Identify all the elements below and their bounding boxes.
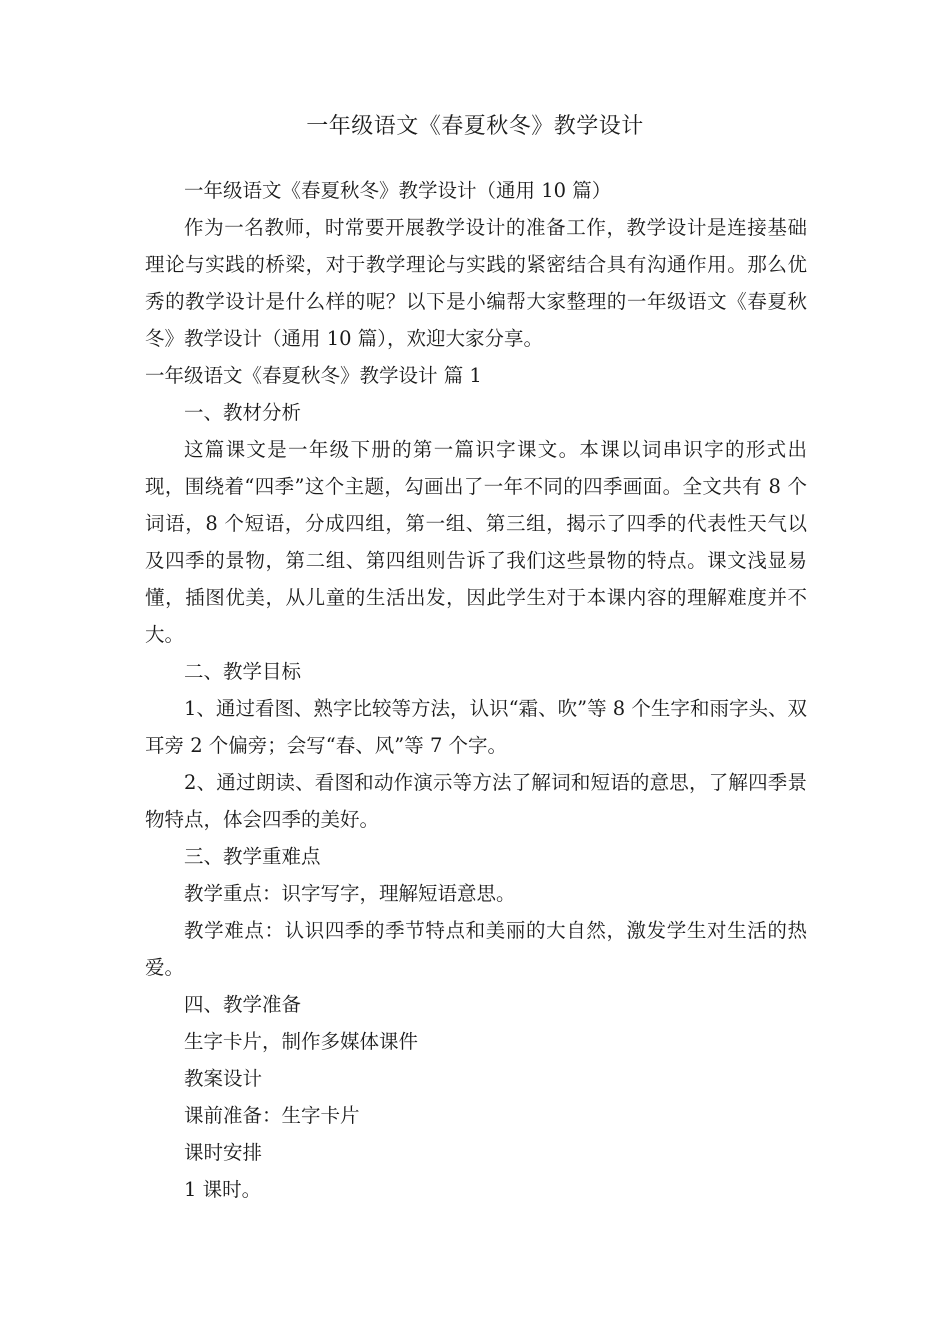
difficult-point-paragraph: 教学难点：认识四季的季节特点和美丽的大自然，激发学生对生活的热爱。 (145, 919, 807, 979)
goal-item-1: 1、通过看图、熟字比较等方法，认识“霜、吹”等 8 个生字和雨字头、双耳旁 2 个偏旁；会写“春、风”等 7 个字。 (145, 697, 807, 757)
heading-material-analysis: 一、教材分析 (184, 401, 302, 424)
section-heading: 一年级语文《春夏秋冬》教学设计 篇 1 (145, 364, 482, 387)
goal-item-2: 2、通过朗读、看图和动作演示等方法了解词和短语的意思，了解四季景物特点，体会四季的美好。 (145, 771, 807, 831)
heading-key-points: 三、教学重难点 (184, 845, 321, 868)
key-point-paragraph: 教学重点：识字写字，理解短语意思。 (184, 882, 516, 905)
heading-teaching-goals: 二、教学目标 (184, 660, 302, 683)
intro-paragraph: 作为一名教师，时常要开展教学设计的准备工作，教学设计是连接基础理论与实践的桥梁，对于教学理论与实践的紧密结合具有沟通作用。那么优秀的教学设计是什么样的呢？以下是小编帮大家整理的一年级语文《春夏秋冬》教学设计（通用 10 篇），欢迎大家分享。 (145, 216, 807, 350)
lesson-design-label: 教案设计 (184, 1067, 263, 1090)
subtitle-paragraph: 一年级语文《春夏秋冬》教学设计（通用 10 篇） (184, 179, 612, 202)
preparation-paragraph: 生字卡片，制作多媒体课件 (184, 1030, 419, 1053)
heading-preparation: 四、教学准备 (184, 993, 302, 1016)
pre-class-preparation: 课前准备：生字卡片 (184, 1104, 360, 1127)
schedule-label: 课时安排 (184, 1141, 263, 1164)
material-analysis-paragraph: 这篇课文是一年级下册的第一篇识字课文。本课以词串识字的形式出现，围绕着“四季”这个主题，勾画出了一年不同的四季画面。全文共有 8 个词语，8 个短语，分成四组，第一组、第三组，揭示了四季的代表性天气以及四季的景物，第二组、第四组则告诉了我们这些景物的特点。课文浅显易懂，插图优美，从儿童的生活出发，因此学生对于本课内容的理解难度并不大。 (145, 438, 807, 646)
document-title: 一年级语文《春夏秋冬》教学设计 (306, 114, 644, 139)
schedule-value: 1 课时。 (184, 1178, 262, 1201)
document-body (145, 172, 807, 1208)
